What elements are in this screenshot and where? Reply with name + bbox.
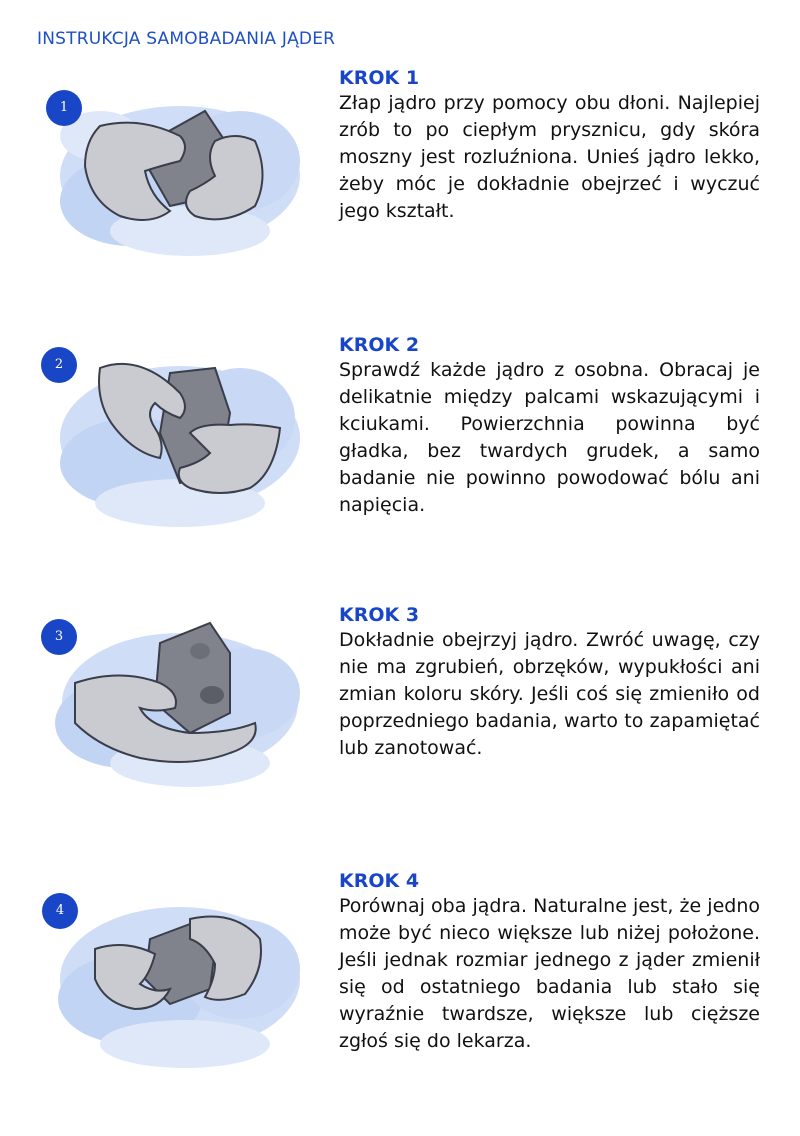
step-description: Porównaj oba jądra. Naturalne jest, że jedno może być nieco większe lub niżej położone. Jeśli jednak rozmiar jednego z jąder zmienił się od ostatniego badania lub stało się wyraźnie twardsze, większe lub cięższe zgłoś się do lekarza. bbox=[339, 895, 760, 1052]
step-number-badge: 1 bbox=[46, 90, 82, 126]
step-4 bbox=[0, 869, 800, 1129]
step-text-block bbox=[339, 333, 760, 519]
step-description: Sprawdź każde jądro z osobna. Obracaj je delikatnie między palcami wskazującymi i kciukami. Powierzchnia powinna być gładka, bez twardych grudek, a samo badanie nie powinno powodować bólu ani napięcia. bbox=[339, 359, 760, 516]
step-3 bbox=[0, 603, 800, 863]
step-text-block bbox=[339, 603, 760, 762]
hand-inspecting-testicle-illustration bbox=[40, 603, 310, 823]
page-title: INSTRUKCJA SAMOBADANIA JĄDER bbox=[37, 29, 336, 49]
step-heading: KROK 3 bbox=[339, 604, 420, 626]
step-heading: KROK 1 bbox=[339, 67, 420, 89]
step-number-badge: 2 bbox=[41, 347, 77, 383]
lump-spot bbox=[200, 686, 224, 704]
lump-spot bbox=[190, 643, 210, 659]
hands-holding-testicle-illustration bbox=[40, 66, 310, 286]
step-number-badge: 4 bbox=[42, 893, 78, 929]
hands-comparing-testicles-illustration bbox=[40, 869, 310, 1089]
step-description: Dokładnie obejrzyj jądro. Zwróć uwagę, czy nie ma zgrubień, obrzęków, wypukłości ani zmian koloru skóry. Jeśli coś się zmieniło od poprzedniego badania, warto to zapamiętać lub zanotować. bbox=[339, 629, 760, 759]
step-heading: KROK 4 bbox=[339, 870, 420, 892]
fingers-rolling-testicle-illustration bbox=[40, 333, 310, 553]
step-number-badge: 3 bbox=[41, 619, 77, 655]
step-text-block bbox=[339, 66, 760, 225]
step-2 bbox=[0, 333, 800, 593]
step-text-block bbox=[339, 869, 760, 1055]
step-description: Złap jądro przy pomocy obu dłoni. Najlepiej zrób to po ciepłym prysznicu, gdy skóra moszny jest rozluźniona. Unieś jądro lekko, żeby móc je dokładnie obejrzeć i wyczuć jego kształt. bbox=[339, 92, 760, 222]
step-heading: KROK 2 bbox=[339, 334, 420, 356]
step-1 bbox=[0, 66, 800, 326]
